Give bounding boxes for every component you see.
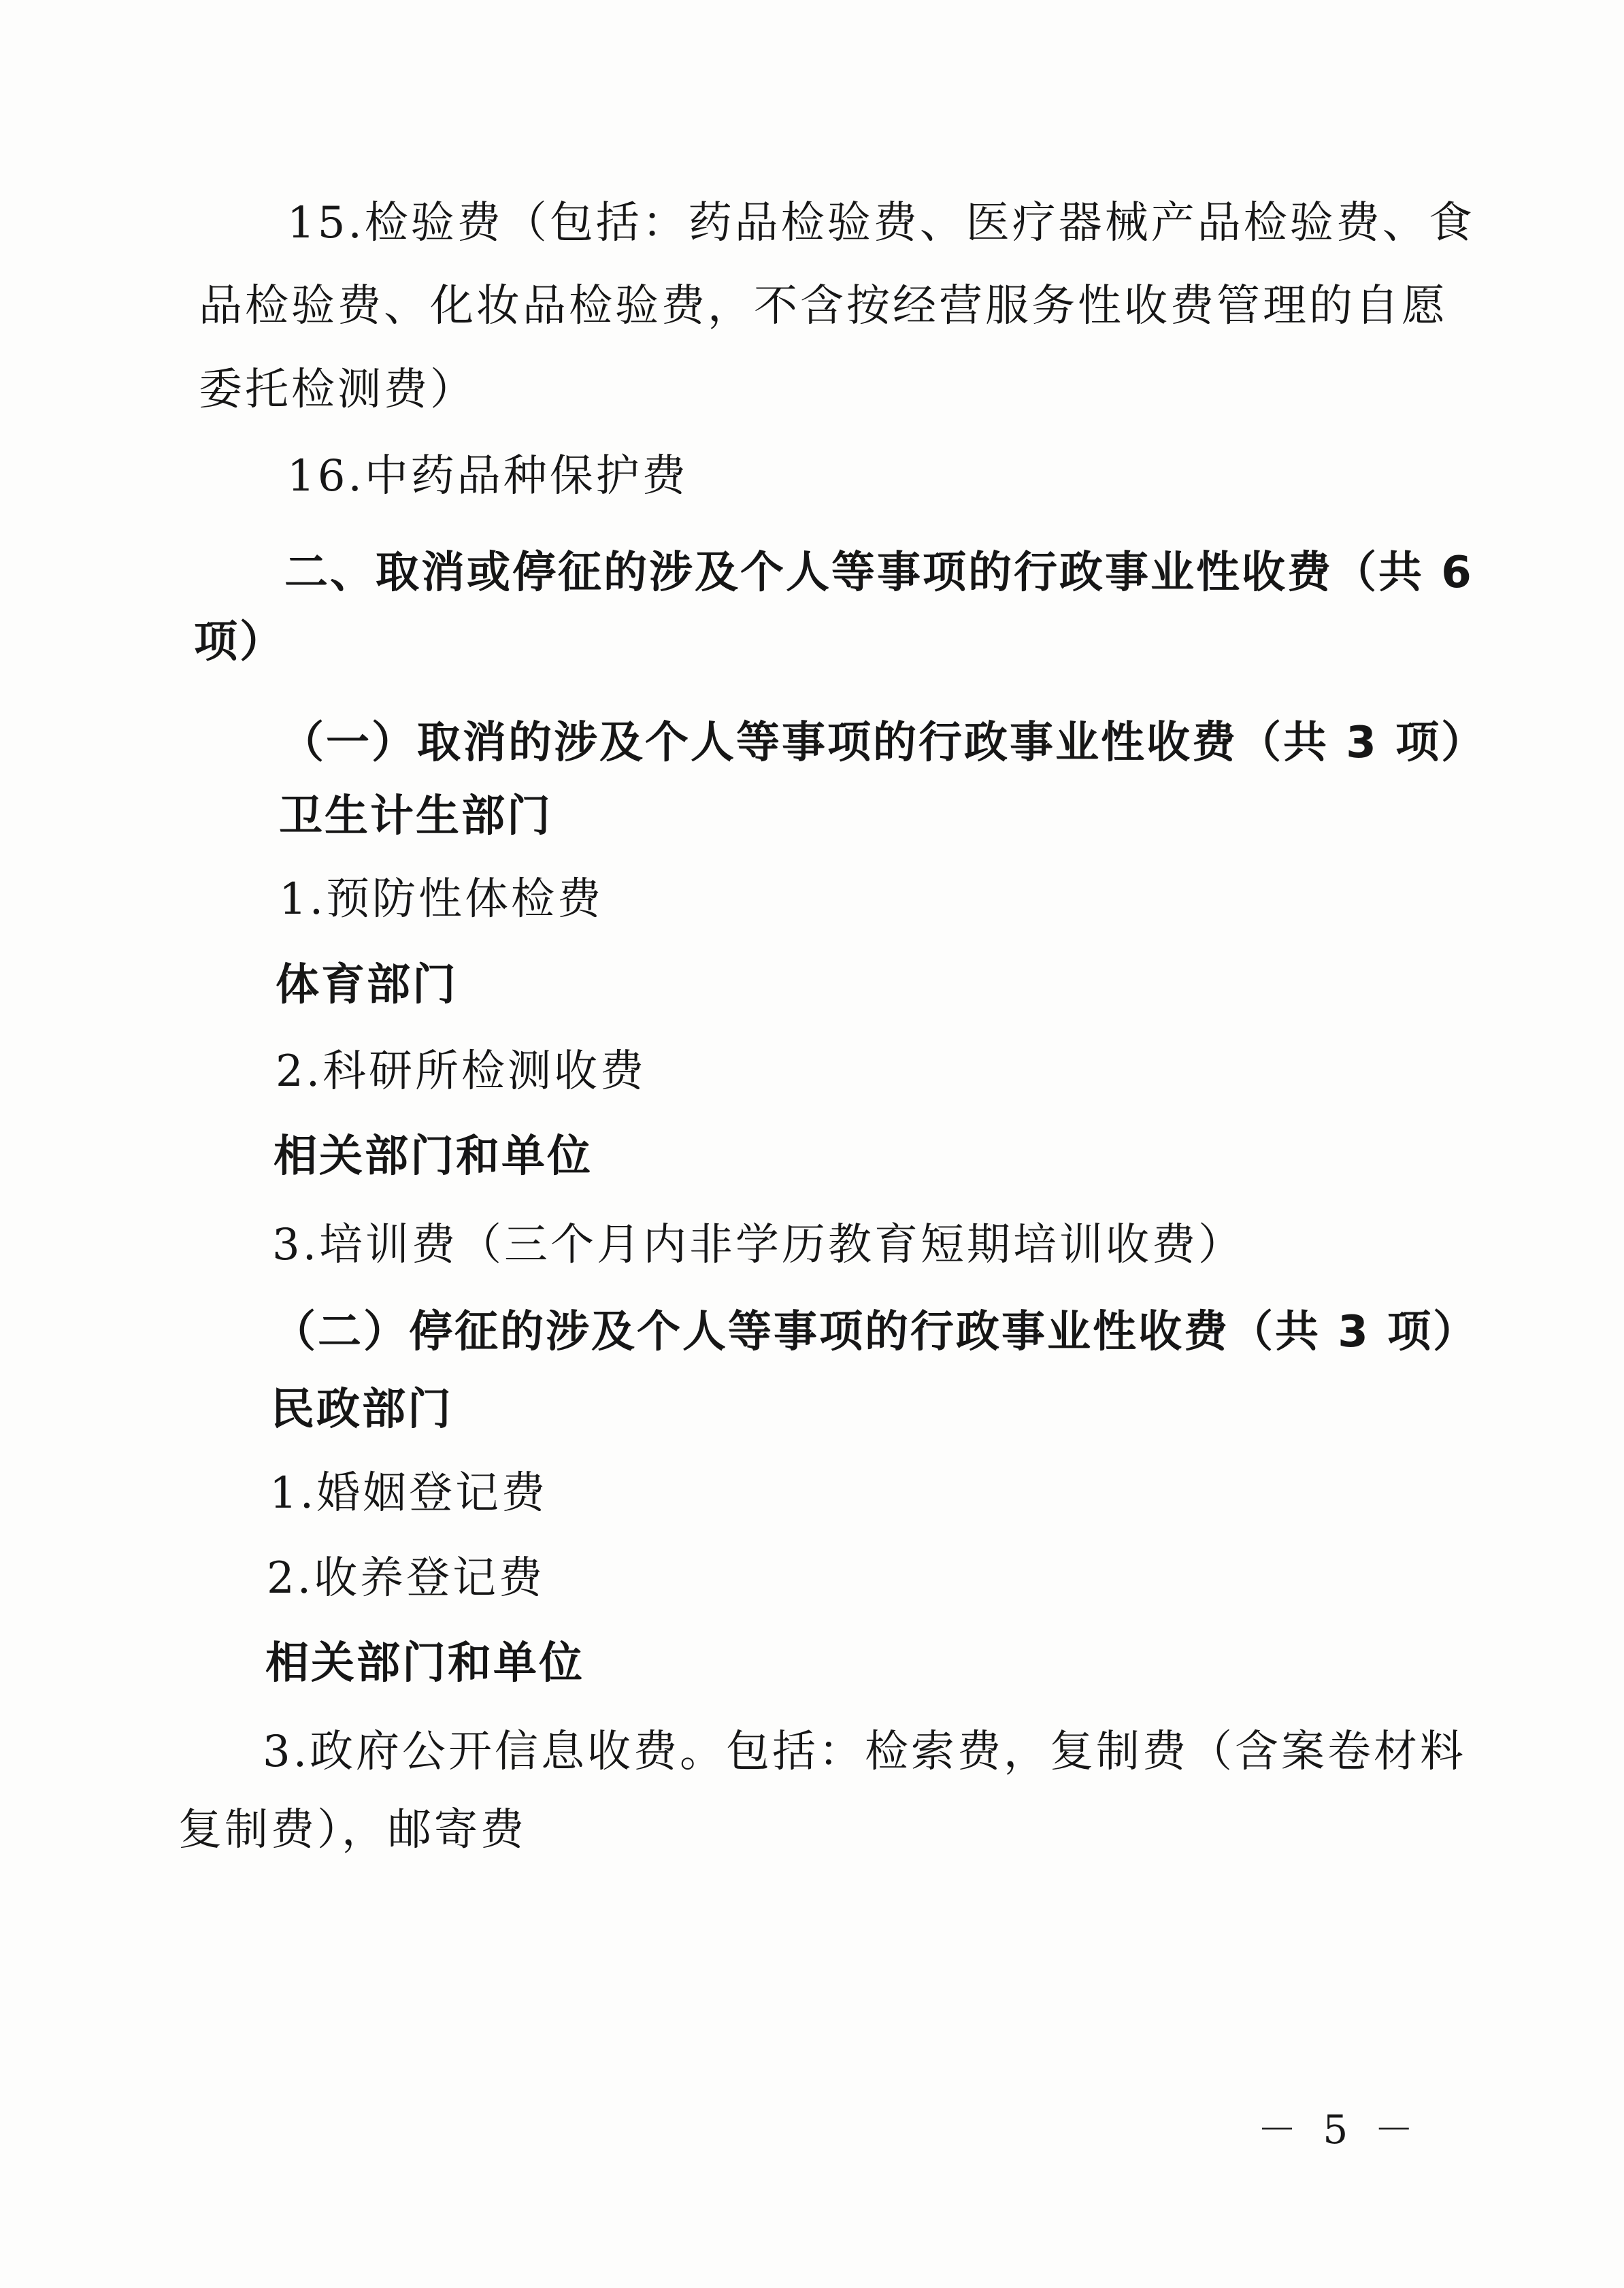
item-15-line-3: 委托检测费） — [199, 365, 476, 415]
item-15-line-1: 15.检验费（包括：药品检验费、医疗器械产品检验费、食 — [287, 198, 1475, 248]
suspend-item-3-line-2: 复制费），邮寄费 — [178, 1805, 527, 1855]
cancel-item-3: 3.培训费（三个月内非学历教育短期培训收费） — [272, 1220, 1245, 1270]
suspend-item-2: 2.收养登记费 — [267, 1553, 546, 1604]
page-number: － 5 － — [1257, 2106, 1421, 2153]
cancel-item-2: 2.科研所检测收费 — [276, 1046, 647, 1097]
department-civil-affairs: 民政部门 — [271, 1385, 453, 1435]
subsection-2-heading: （二）停征的涉及个人等事项的行政事业性收费（共 3 项） — [272, 1307, 1479, 1357]
suspend-item-1: 1.婚姻登记费 — [269, 1468, 548, 1519]
department-related-1: 相关部门和单位 — [274, 1131, 593, 1182]
department-related-2: 相关部门和单位 — [265, 1638, 584, 1689]
department-sports: 体育部门 — [276, 960, 458, 1010]
department-health: 卫生计生部门 — [279, 791, 552, 842]
suspend-item-3-line-1: 3.政府公开信息收费。包括：检索费，复制费（含案卷材料 — [263, 1727, 1467, 1777]
section-2-heading-line-1: 二、取消或停征的涉及个人等事项的行政事业性收费（共 6 — [284, 548, 1474, 598]
item-16: 16.中药品种保护费 — [287, 451, 689, 501]
section-2-heading-line-2: 项） — [194, 617, 285, 667]
item-15-line-2: 品检验费、化妆品检验费，不含按经营服务性收费管理的自愿 — [199, 281, 1448, 331]
subsection-1-heading: （一）取消的涉及个人等事项的行政事业性收费（共 3 项） — [280, 718, 1487, 768]
cancel-item-1: 1.预防性体检费 — [279, 874, 604, 925]
